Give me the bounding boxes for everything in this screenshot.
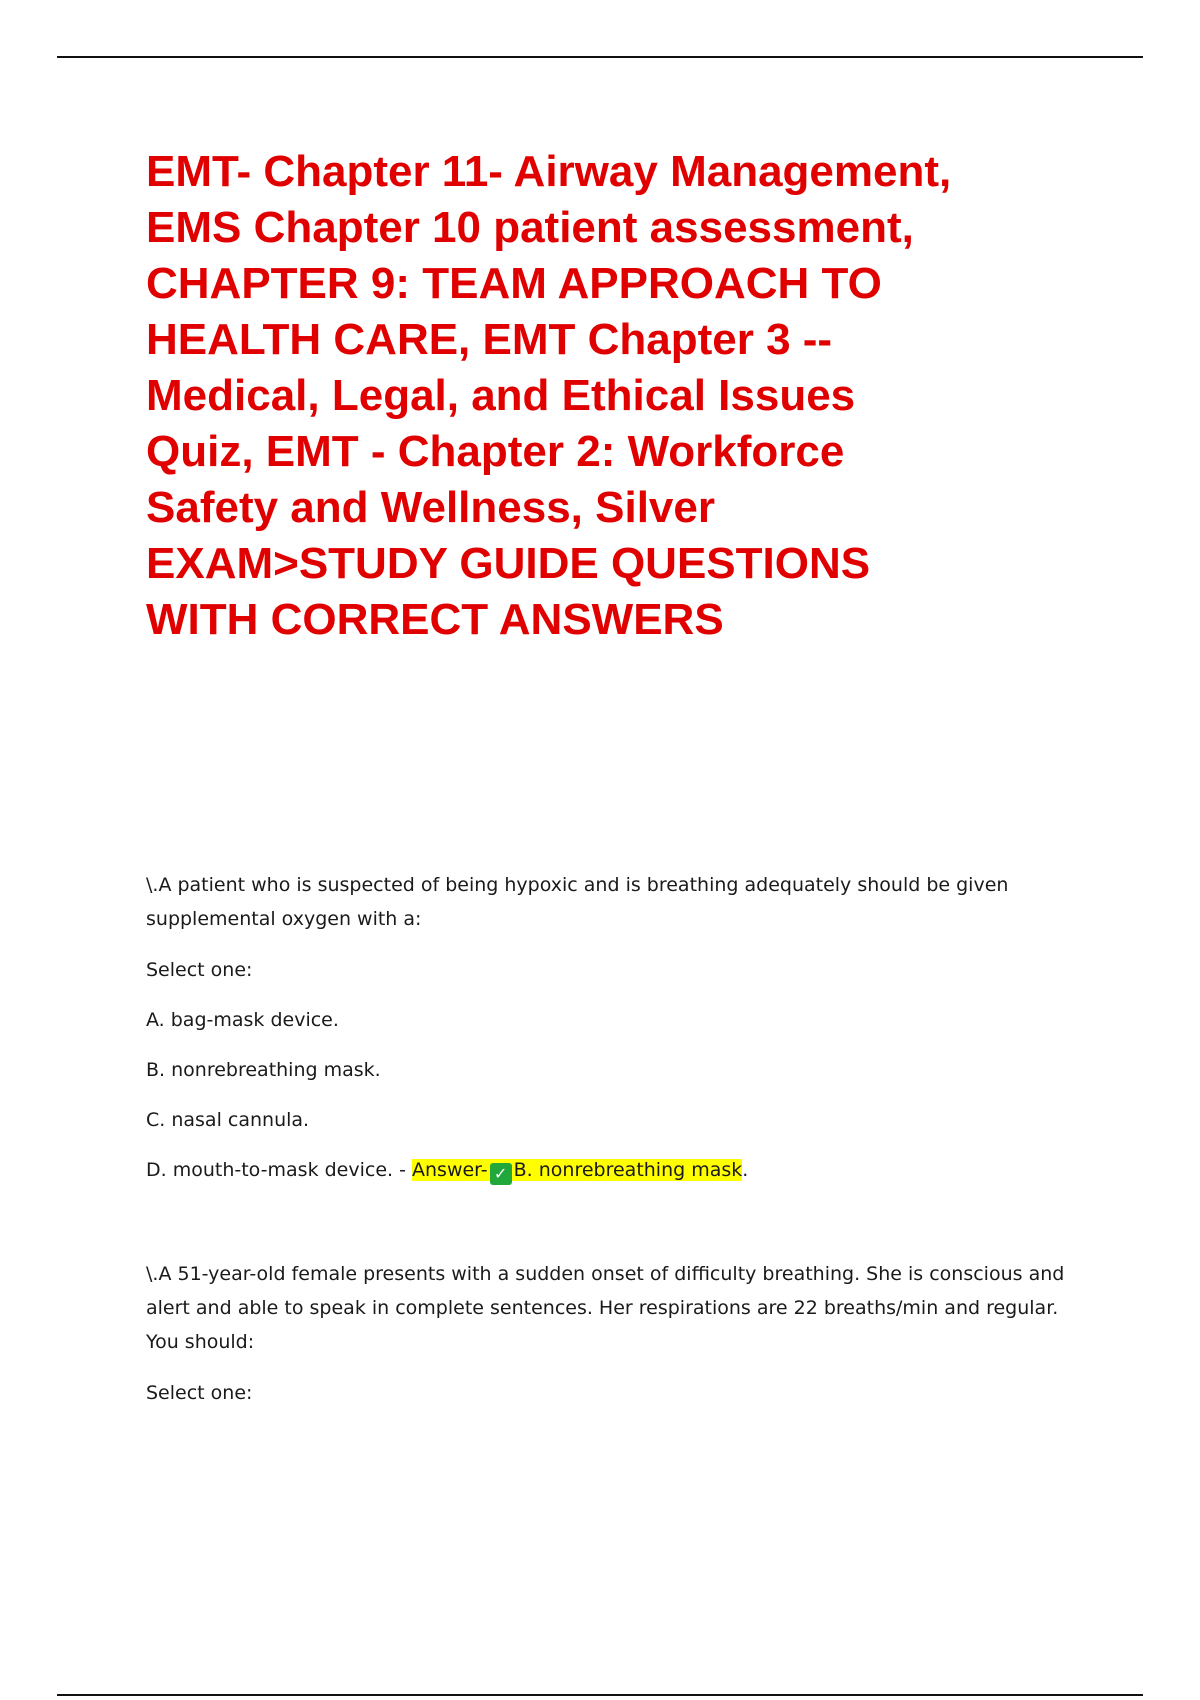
- option-d: D. mouth-to-mask device. -: [146, 1159, 412, 1181]
- document-title: [146, 144, 1106, 648]
- title-line: WITH CORRECT ANSWERS: [146, 595, 724, 644]
- option-d-with-answer: [146, 1153, 1106, 1187]
- answer-suffix: .: [742, 1159, 749, 1181]
- question-block: [146, 1257, 1106, 1426]
- option-c: C. nasal cannula.: [146, 1109, 310, 1131]
- question-line: \.A 51-year-old female presents with a sudden onset of difficulty breathing. She is conscious and: [146, 1263, 1065, 1285]
- top-rule: [57, 56, 1143, 58]
- answer-text: B. nonrebreathing mask: [513, 1159, 743, 1181]
- check-icon: ✓: [490, 1163, 512, 1185]
- question-line: supplemental oxygen with a:: [146, 908, 422, 930]
- title-line: HEALTH CARE, EMT Chapter 3 --: [146, 315, 833, 364]
- title-line: Quiz, EMT - Chapter 2: Workforce: [146, 427, 845, 476]
- answer-prefix: Answer-: [412, 1159, 488, 1181]
- bottom-rule: [57, 1694, 1143, 1696]
- question-line: \.A patient who is suspected of being hypoxic and is breathing adequately should be given: [146, 874, 1009, 896]
- title-line: EMT- Chapter 11- Airway Management,: [146, 147, 952, 196]
- select-one-label: Select one:: [146, 959, 253, 981]
- title-line: CHAPTER 9: TEAM APPROACH TO: [146, 259, 882, 308]
- question-text: [146, 868, 1106, 936]
- option-b: B. nonrebreathing mask.: [146, 1059, 381, 1081]
- question-block: [146, 868, 1106, 1203]
- title-line: EMS Chapter 10 patient assessment,: [146, 203, 914, 252]
- option-a: A. bag-mask device.: [146, 1009, 339, 1031]
- answer-highlight: [412, 1159, 742, 1181]
- question-line: alert and able to speak in complete sentences. Her respirations are 22 breaths/min and regular.: [146, 1297, 1059, 1319]
- title-line: EXAM>STUDY GUIDE QUESTIONS: [146, 539, 871, 588]
- question-line: You should:: [146, 1331, 255, 1353]
- title-line: Medical, Legal, and Ethical Issues: [146, 371, 856, 420]
- select-one-label: Select one:: [146, 1382, 253, 1404]
- title-line: Safety and Wellness, Silver: [146, 483, 715, 532]
- question-text: [146, 1257, 1106, 1359]
